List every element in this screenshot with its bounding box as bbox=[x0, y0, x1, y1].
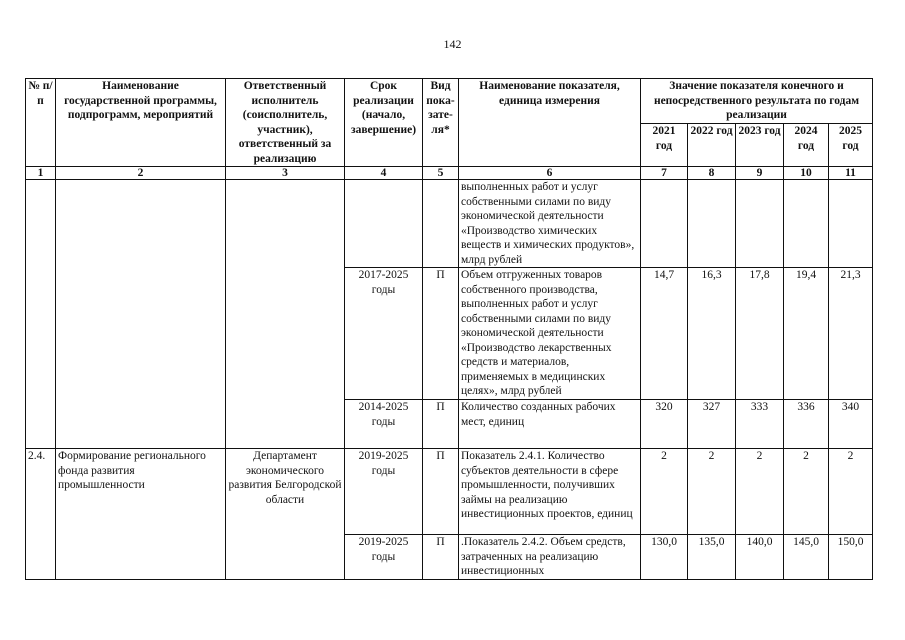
row-num-empty bbox=[26, 180, 56, 449]
row-name-empty bbox=[56, 180, 226, 449]
row-value: 2 bbox=[736, 449, 784, 535]
row-type: П bbox=[423, 449, 459, 535]
row-term: 2014-2025 годы bbox=[345, 400, 423, 449]
table-row bbox=[26, 449, 873, 535]
column-index: 6 bbox=[459, 167, 641, 180]
row-value: 135,0 bbox=[688, 535, 736, 580]
column-index: 11 bbox=[829, 167, 873, 180]
row-term: 2017-2025 годы bbox=[345, 268, 423, 400]
header-year-2022: 2022 год bbox=[688, 124, 736, 167]
header-col-indicator: Наименование показателя, единица измерения bbox=[459, 79, 641, 167]
table-row bbox=[26, 180, 873, 268]
row-value bbox=[641, 180, 688, 268]
row-value bbox=[784, 180, 829, 268]
row-indicator: Показатель 2.4.1. Количество субъектов деятельности в сфере промышленности, получивших займы на реализацию инвестиционных проектов, единиц bbox=[459, 449, 641, 535]
row-value: 19,4 bbox=[784, 268, 829, 400]
row-value: 2 bbox=[688, 449, 736, 535]
row-responsible-empty bbox=[226, 180, 345, 449]
header-year-2024: 2024 год bbox=[784, 124, 829, 167]
row-type bbox=[423, 180, 459, 268]
section-responsible: Департамент экономического развития Белгородской области bbox=[226, 449, 345, 580]
row-value: 2 bbox=[784, 449, 829, 535]
header-year-2025: 2025 год bbox=[829, 124, 873, 167]
column-index: 4 bbox=[345, 167, 423, 180]
column-index: 3 bbox=[226, 167, 345, 180]
row-term bbox=[345, 180, 423, 268]
row-type: П bbox=[423, 400, 459, 449]
row-value: 17,8 bbox=[736, 268, 784, 400]
row-value: 21,3 bbox=[829, 268, 873, 400]
header-col-num: № п/п bbox=[26, 79, 56, 167]
header-year-2021: 2021 год bbox=[641, 124, 688, 167]
row-value: 336 bbox=[784, 400, 829, 449]
header-col-name: Наименование государственной программы, подпрограмм, мероприятий bbox=[56, 79, 226, 167]
column-index: 2 bbox=[56, 167, 226, 180]
row-indicator: Объем отгруженных товаров собственного производства, выполненных работ и услуг собственными силами по виду экономической деятельности «Производство лекарственных средств и материалов, применяемых в медицинских целях», млрд рублей bbox=[459, 268, 641, 400]
column-index: 5 bbox=[423, 167, 459, 180]
row-value bbox=[688, 180, 736, 268]
row-value: 130,0 bbox=[641, 535, 688, 580]
row-indicator: Количество созданных рабочих мест, единиц bbox=[459, 400, 641, 449]
row-value: 140,0 bbox=[736, 535, 784, 580]
column-index: 7 bbox=[641, 167, 688, 180]
row-value bbox=[829, 180, 873, 268]
row-value: 2 bbox=[829, 449, 873, 535]
row-indicator: .Показатель 2.4.2. Объем средств, затраченных на реализацию инвестиционных bbox=[459, 535, 641, 580]
header-col-term: Срок реализации (начало, завершение) bbox=[345, 79, 423, 167]
page-number: 142 bbox=[443, 37, 462, 51]
column-index: 1 bbox=[26, 167, 56, 180]
row-value: 333 bbox=[736, 400, 784, 449]
row-value: 14,7 bbox=[641, 268, 688, 400]
row-value: 150,0 bbox=[829, 535, 873, 580]
header-year-2023: 2023 год bbox=[736, 124, 784, 167]
row-value: 145,0 bbox=[784, 535, 829, 580]
header-col-responsible: Ответственный исполнитель (соисполнитель, участник), ответственный за реализацию bbox=[226, 79, 345, 167]
row-term: 2019-2025 годы bbox=[345, 535, 423, 580]
row-value: 327 bbox=[688, 400, 736, 449]
indicators-table bbox=[25, 78, 873, 580]
row-type: П bbox=[423, 535, 459, 580]
column-index: 8 bbox=[688, 167, 736, 180]
row-value: 340 bbox=[829, 400, 873, 449]
column-index-row bbox=[26, 167, 873, 180]
header-col-values-group: Значение показателя конечного и непосредственного результата по годам реализации bbox=[641, 79, 873, 124]
row-indicator: выполненных работ и услуг собственными силами по виду экономической деятельности «Производство химических веществ и химических продуктов», млрд рублей bbox=[459, 180, 641, 268]
row-value bbox=[736, 180, 784, 268]
row-value: 16,3 bbox=[688, 268, 736, 400]
row-value: 320 bbox=[641, 400, 688, 449]
column-index: 9 bbox=[736, 167, 784, 180]
row-term: 2019-2025 годы bbox=[345, 449, 423, 535]
section-name: Формирование регионального фонда развития промышленности bbox=[56, 449, 226, 580]
row-value: 2 bbox=[641, 449, 688, 535]
row-type: П bbox=[423, 268, 459, 400]
header-col-type: Вид пока-зате-ля* bbox=[423, 79, 459, 167]
section-num: 2.4. bbox=[26, 449, 56, 580]
column-index: 10 bbox=[784, 167, 829, 180]
